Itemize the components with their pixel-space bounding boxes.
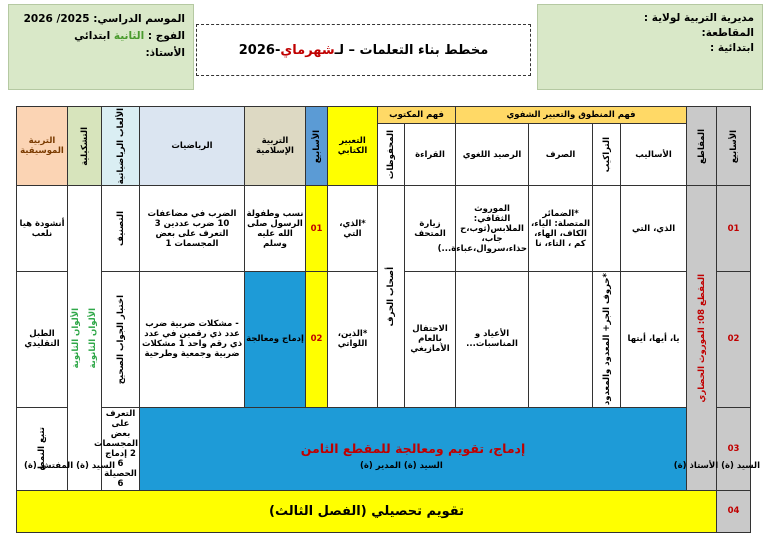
islamic-cell: إدماج ومعالجة [245, 272, 306, 407]
col-header-writing: التعبير الكتابي [328, 107, 378, 186]
col-header-art: التشكيلية [68, 107, 102, 186]
footer-director: السيد (ة) المدير (ة) [360, 461, 443, 471]
title-year: -2026 [238, 42, 281, 58]
reading-cell: زيارة المتحف [405, 186, 456, 272]
week2-cell: 02 [306, 272, 328, 407]
col-header-reading: القراءة [405, 123, 456, 186]
music-cell: أنشودة هيا نلعب [17, 186, 68, 272]
vocabulary-cell: الأعياد و المناسبات... [456, 272, 529, 407]
week-cell: 04 [717, 490, 751, 532]
col-header-morphology: الصرف [529, 123, 593, 186]
sports-cell: تتبع النمط [17, 407, 68, 490]
group-header-written: فهم المكتوب [378, 107, 456, 124]
group-label: الفوج : [147, 30, 185, 42]
sports-cell: اختبار الجواب الصحيح [102, 272, 140, 407]
math-cell: التعرف على بعض المجسمات 2 إدماج 6 الحصيلة 6 [93, 408, 138, 489]
reading-cell: الاحتفال بالعام الأمازيغي [405, 272, 456, 407]
group-value: الثانية [113, 30, 145, 42]
morphology-cell: *الضمائر المتصلة: الياء، الكاف، الهاء، كم ، التاء، نا [529, 186, 593, 272]
structures-cell [593, 186, 621, 272]
art-value-2: الألوان الثانوية [71, 307, 82, 369]
directorate-label: مديرية التربية لولاية : [643, 12, 754, 24]
title-month: شهرماي [280, 42, 335, 58]
col-header-maqta: المقاطع [687, 107, 717, 186]
page-title [196, 24, 531, 76]
maqta-cell: المقطع 08: الموروث الحضاري [687, 186, 717, 490]
title-text: مخطط بناء التعلمات – لـ [334, 42, 489, 58]
group-header-oral: فهم المنطوق والتعبير الشفوي [456, 107, 687, 124]
col-header-styles: الأساليب [621, 123, 687, 186]
math-cell: الضرب في مضاعفات 10 ضرب عددين 3 التعرف على بعض المجسمات 1 [140, 186, 245, 272]
col-header-vocabulary: الرصيد اللغوي [456, 123, 529, 186]
group-line [17, 28, 185, 45]
exam-cell: تقويم تحصيلي (الفصل الثالث) [17, 490, 717, 532]
morphology-cell [529, 272, 593, 407]
col-header-week: الأسابيع [717, 107, 751, 186]
writing-cell: *الذي، التي [328, 186, 378, 272]
district-label: المقاطعة: [701, 27, 754, 39]
vocabulary-cell: الموروث الثقافي: الملابس(ثوب،ح جاب، حذاء،سروال،عباءة...) [456, 186, 529, 272]
week-cell: 02 [717, 272, 751, 407]
teacher-label: الأستاذ: [145, 47, 185, 59]
col-header-structures: التراكيب [593, 123, 621, 186]
memorization-cell: أصحاب الحرف [378, 186, 405, 407]
week2-cell: 01 [306, 186, 328, 272]
islamic-cell: نسب وطفولة الرسول صلى الله عليه وسلم [245, 186, 306, 272]
sports-cell: التصنيف [102, 186, 140, 272]
writing-cell: *الذين، اللواتي [328, 272, 378, 407]
structures-cell: *حروف الجر+ المعدود والمعدود [593, 272, 621, 407]
school-info-box [537, 4, 763, 90]
col-header-week2: الأسابيع [306, 107, 328, 186]
school-label: ابتدائية : [710, 42, 754, 54]
footer-teacher: السيد (ة) الأستاذ (ة) [673, 461, 760, 471]
col-header-memorization: المحفوظات [378, 123, 405, 186]
group-suffix: ابتدائي [74, 30, 111, 42]
season-label: الموسم الدراسي: 2025/ 2026 [23, 13, 185, 25]
col-header-islamic: التربية الإسلامية [245, 107, 306, 186]
styles-cell: يا، أيها، أيتها [621, 272, 687, 407]
integration-cell: إدماج، تقويم ومعالجة للمقطع الثامن [140, 407, 687, 490]
col-header-music: التربية الموسيقية [17, 107, 68, 186]
week-cell: 03 [717, 407, 751, 490]
music-cell: الطبل التقليدي [17, 272, 68, 407]
class-info-box [8, 4, 194, 90]
styles-cell: الذي، التي [621, 186, 687, 272]
col-header-math: الرياضيات [140, 107, 245, 186]
footer-inspector: السيد (ة) المفتش (ة) [24, 461, 115, 471]
math-cell: - مشكلات ضربية ضرب عدد ذي رقمين في عدد ذي رقم واحد 1 مشكلات ضربية وجمعية وطرحية [140, 272, 245, 407]
art-value-1: الألوان الثانوية [87, 307, 98, 369]
col-header-sports: الألعاب الرياضياتية [102, 107, 140, 186]
week-cell: 01 [717, 186, 751, 272]
